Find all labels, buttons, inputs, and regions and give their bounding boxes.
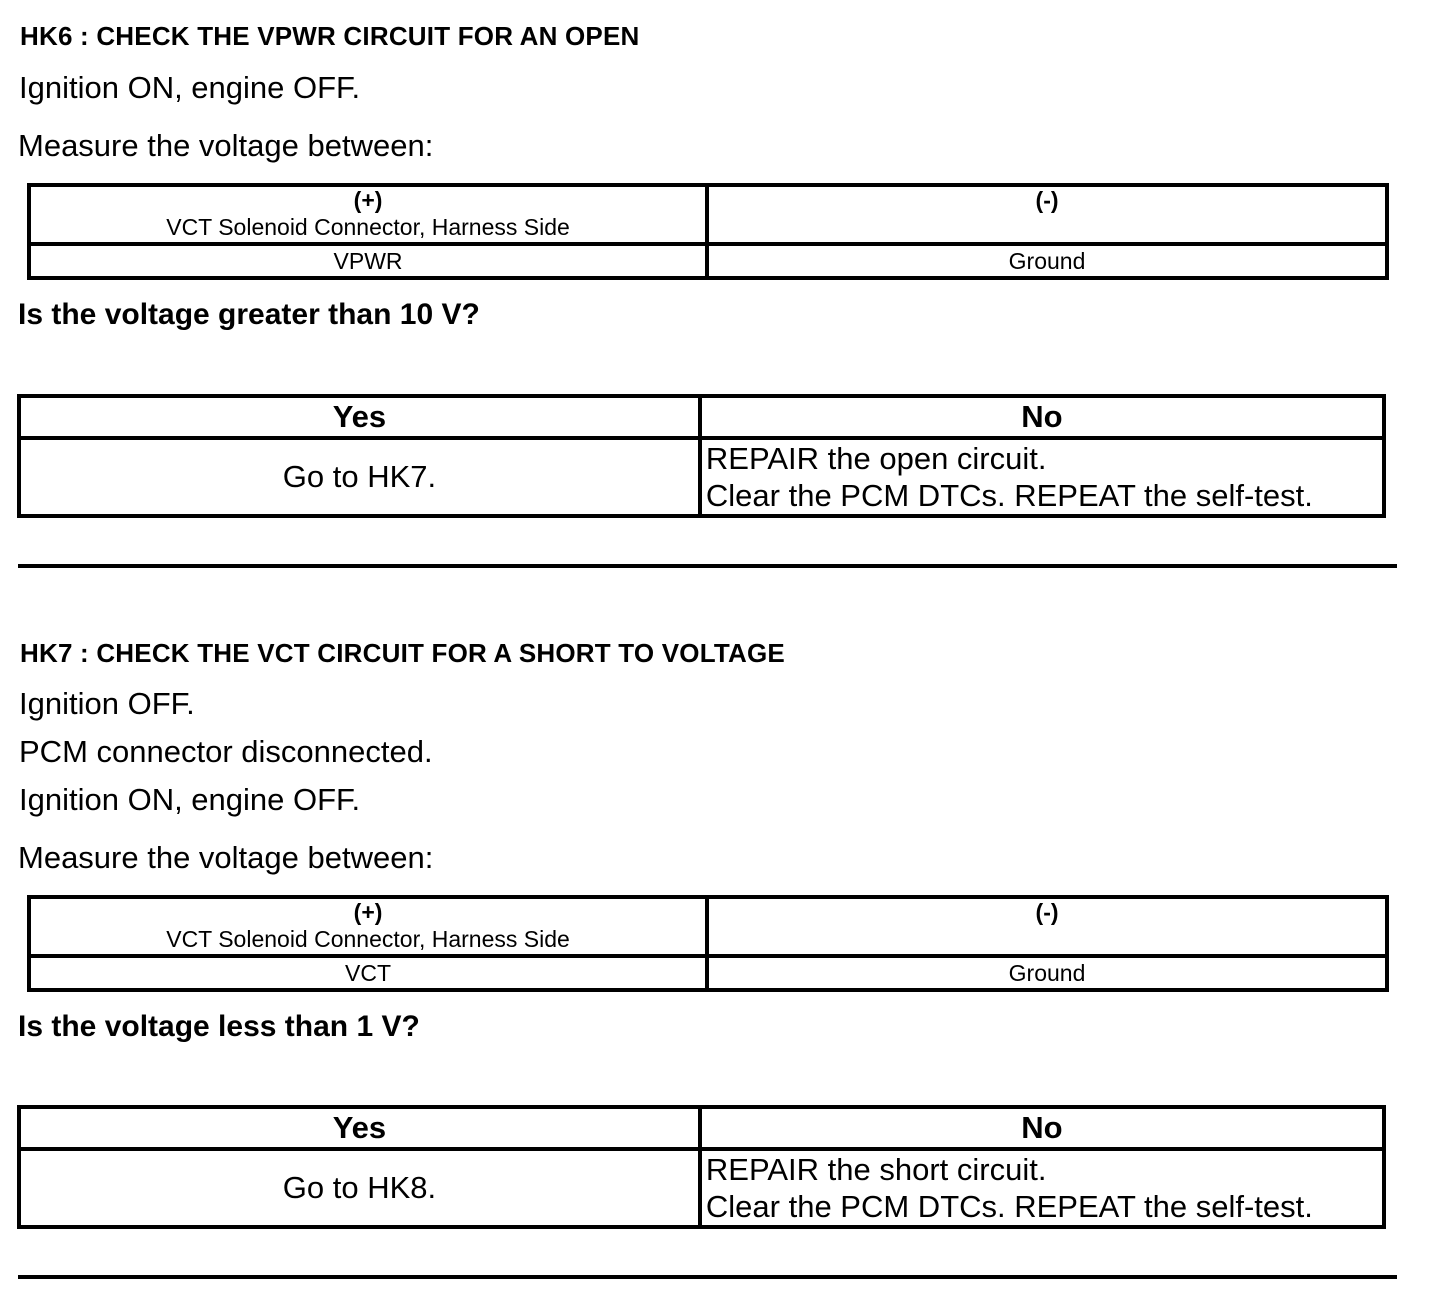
measurement-table-hk7 bbox=[27, 895, 1389, 992]
minus-header: (-) bbox=[1035, 187, 1059, 213]
minus-value: Ground bbox=[707, 956, 1387, 990]
no-action bbox=[700, 438, 1384, 516]
section-divider bbox=[18, 564, 1397, 568]
section-divider bbox=[18, 1275, 1397, 1279]
question-hk7: Is the voltage less than 1 V? bbox=[18, 1010, 420, 1043]
yes-action: Go to HK8. bbox=[19, 1149, 700, 1227]
section-heading-hk6: HK6 : CHECK THE VPWR CIRCUIT FOR AN OPEN bbox=[20, 21, 640, 51]
no-action-line2: Clear the PCM DTCs. REPEAT the self-test. bbox=[705, 478, 1313, 513]
answer-table-hk6 bbox=[17, 394, 1386, 518]
minus-header: (-) bbox=[1035, 899, 1059, 925]
step-ignition-off: Ignition OFF. bbox=[19, 686, 195, 721]
minus-value: Ground bbox=[707, 244, 1387, 278]
plus-header: (+) bbox=[353, 187, 383, 213]
answer-table-hk7 bbox=[17, 1105, 1386, 1229]
no-action-line1: REPAIR the short circuit. bbox=[705, 1152, 1047, 1187]
minus-header-cell bbox=[707, 185, 1387, 244]
plus-value: VCT bbox=[29, 956, 707, 990]
no-header: No bbox=[700, 396, 1384, 438]
no-header: No bbox=[700, 1107, 1384, 1149]
section-heading-hk7: HK7 : CHECK THE VCT CIRCUIT FOR A SHORT TO VOLTAGE bbox=[20, 638, 785, 668]
measurement-table-hk6 bbox=[27, 183, 1389, 280]
measure-label: Measure the voltage between: bbox=[18, 840, 434, 875]
minus-header-cell bbox=[707, 897, 1387, 956]
step-pcm-disconnected: PCM connector disconnected. bbox=[19, 734, 433, 769]
plus-header: (+) bbox=[353, 899, 383, 925]
question-hk6: Is the voltage greater than 10 V? bbox=[18, 298, 480, 331]
plus-subheader: VCT Solenoid Connector, Harness Side bbox=[166, 214, 570, 240]
no-action-line1: REPAIR the open circuit. bbox=[705, 441, 1047, 476]
no-action-line2: Clear the PCM DTCs. REPEAT the self-test. bbox=[705, 1189, 1313, 1224]
plus-value: VPWR bbox=[29, 244, 707, 278]
plus-header-cell bbox=[29, 185, 707, 244]
step-ignition-on: Ignition ON, engine OFF. bbox=[19, 70, 361, 105]
yes-header: Yes bbox=[19, 1107, 700, 1149]
no-action bbox=[700, 1149, 1384, 1227]
yes-header: Yes bbox=[19, 396, 700, 438]
measure-label: Measure the voltage between: bbox=[18, 128, 434, 163]
plus-header-cell bbox=[29, 897, 707, 956]
yes-action: Go to HK7. bbox=[19, 438, 700, 516]
plus-subheader: VCT Solenoid Connector, Harness Side bbox=[166, 926, 570, 952]
step-ignition-on: Ignition ON, engine OFF. bbox=[19, 782, 361, 817]
